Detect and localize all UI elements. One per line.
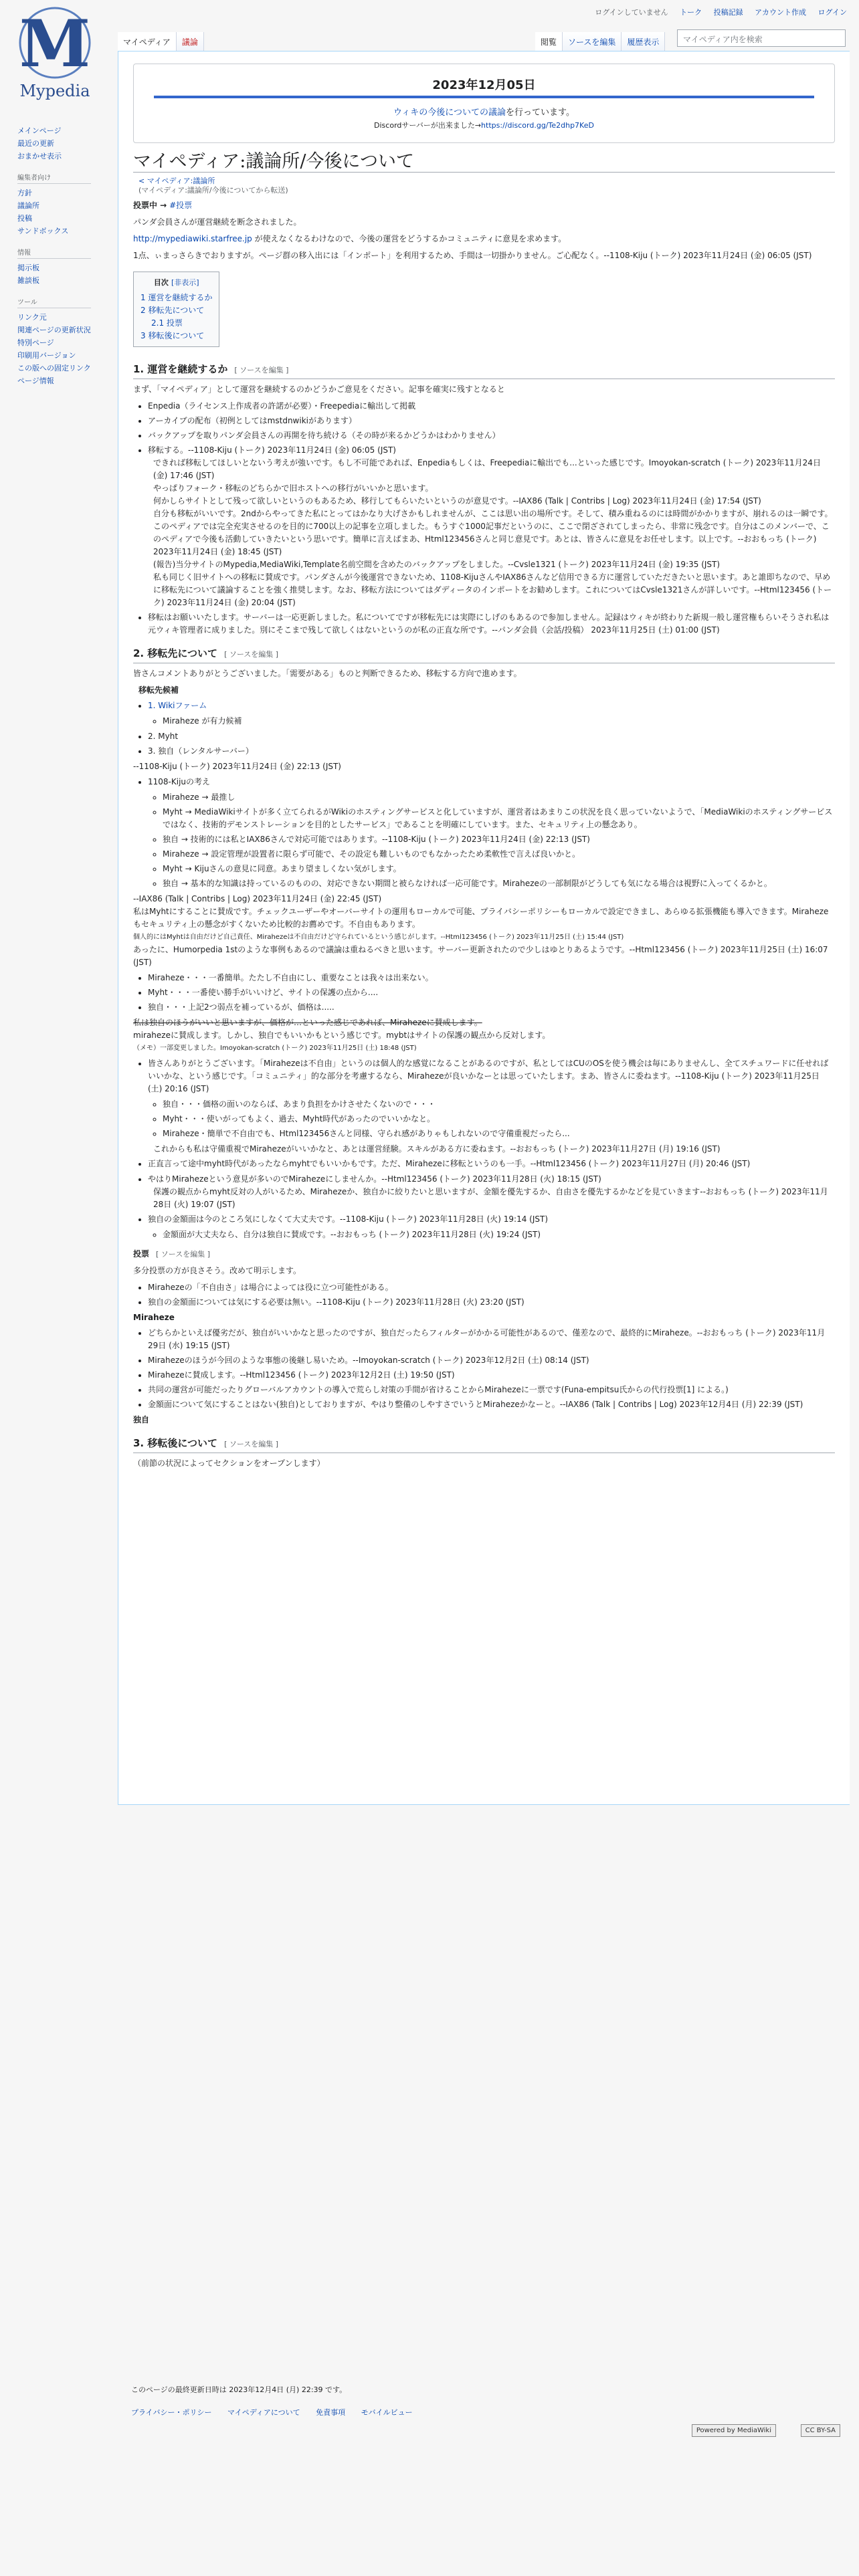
toc-item[interactable]: 1 運営を継続するか <box>140 293 213 302</box>
section-heading: 3. 移転後について <box>133 1437 218 1449</box>
tab-page[interactable]: マイペディア <box>118 32 177 51</box>
tab-history[interactable]: 履歴表示 <box>622 32 665 51</box>
logo-letter: M <box>19 6 91 82</box>
list-item: やはりMirahezeという意見が多いのでMirahezeにしませんか。--Html123456 (トーク) 2023年11月28日 (火) 18:15 (JST) <box>148 1174 601 1184</box>
list-item: 移転する。--1108-Kiju (トーク) 2023年11月24日 (金) 06:05 (JST) <box>148 445 396 455</box>
page-title: マイペディア:議論所/今後について <box>133 155 835 173</box>
section-heading: 2. 移転先について <box>133 647 218 659</box>
reply: あったに、Humorpedia 1stのような事例もあるので議論は重ねるべきと思います。サーバー更新されたので少しはゆとりあるようです。--Html123456 (トーク) 2023年11月25日 (土) 16:07 (JST) <box>133 945 828 967</box>
footer-mobile-link[interactable]: モバイルビュー <box>361 2408 413 2417</box>
discord-text: Discordサーバーが出来ました→ <box>374 121 482 130</box>
old-site-link[interactable]: http://mypediawiki.starfree.jp <box>133 234 252 243</box>
sidebar-item-sandbox[interactable]: サンドボックス <box>17 227 69 235</box>
content <box>118 51 850 1805</box>
vote-item: • 共同の運営が可能だったりグローバルアカウントの導入で荒らし対策の手間が省けることからMirahezeに一票です(Funa-empitsu氏からの代行投票[1] による。) <box>148 1384 835 1396</box>
sidebar-nav <box>17 125 111 161</box>
sidebar-item-policy[interactable]: 方針 <box>17 189 32 197</box>
list-item: ◦ 独自 → 技術的には私とIAX86さんで対応可能ではあります。--1108-Kiju (トーク) 2023年11月24日 (金) 22:13 (JST) <box>163 833 835 846</box>
list-item: • Mirahezeの「不自由さ」は場合によっては役に立つ可能性がある。 <box>148 1281 835 1294</box>
sidebar-item-print[interactable]: 印刷用バージョン <box>17 351 76 360</box>
section-heading: 1. 運営を継続するか <box>133 363 228 375</box>
footer <box>131 2384 840 2434</box>
sidebar-item-pageinfo[interactable]: ページ情報 <box>17 377 54 385</box>
list-item: 独自の金額面は今のところ気にしなくて大丈夫です。--1108-Kiju (トーク) 2023年11月28日 (火) 19:14 (JST) <box>148 1214 549 1224</box>
sidebar-item-main[interactable]: メインページ <box>17 126 62 135</box>
vote-option-heading: 独自 <box>133 1415 150 1424</box>
not-logged-in: ログインしていません <box>595 8 668 17</box>
list-item: • バックアップを取りパンダ会員さんの再開を待ち続ける（その時が来るかどうかはわかりません） <box>148 429 835 442</box>
toc-toggle[interactable]: [非表示] <box>171 278 199 287</box>
sidebar-item-whatlinks[interactable]: リンク元 <box>17 313 47 322</box>
view-tabs <box>535 32 665 51</box>
notice-text: を行っています。 <box>506 108 575 118</box>
kiju-heading: 1108-Kijuの考え <box>148 777 211 786</box>
candidate-item[interactable]: 1. Wikiファーム <box>148 701 207 710</box>
s2-intro: 皆さんコメントありがとうございました。「需要がある」ものと判断できるため、移転する方向で進めます。 <box>133 669 522 678</box>
list-item: • Enpedia（ライセンス上作成者の許諾が必要）・Freepediaに輸出して掲載 <box>148 400 835 413</box>
powered-by-mediawiki-badge[interactable]: Powered by MediaWiki <box>692 2424 776 2437</box>
reply: 私も同じく旧サイトへの移転に賛成です。パンダさんが今後運営できないため、1108-KijuさんやIAX86さんなど信用できる方に運営していただきたいと思います。あと誰即ちなので、早めに移転先について議論することを強く推奨します。なお、移転方法についてはダディータのインポートをお勧めします。これについてはCvsle1321さんが詳しいです。--Html123456 (トーク) 2023年11月24日 (金) 20:04 (JST) <box>153 572 832 607</box>
candidate-item: • 2. Myht <box>148 730 835 743</box>
tab-edit-source[interactable]: ソースを編集 <box>563 32 622 51</box>
list-item: • 移転はお願いいたします。サーバーは一応更新しました。私についてですが移転先には実際にしげのもあるので参加しません。記録はウィキが終わりた新規一般し運営権もらいそうされ私は元ウィキ管理者に成りました。別にそこまで残して欲しくはないというのが私の正直な所です。--パンダ会員（会話/投稿） 2023年11月25日 (土) 01:00 (JST) <box>148 611 835 637</box>
intro-3: 1点、ぃまっさらきでおりますが。ページ群の移入出には「インポート」を利用するため、手間は一切掛かりません。ご心配なく。--1108-Kiju (トーク) 2023年11月24日 (金) 06:05 (JST) <box>133 251 812 260</box>
list-item: ◦ 独自 → 基本的な知識は持っているのものの、対応できない期間と被らなければ一応可能です。Mirahezeの一部制限がどうしても気になる場合は視野に入ってくるかと。 <box>163 877 835 890</box>
vote-item: • Mirahezeに賛成します。--Html123456 (トーク) 2023年12月2日 (土) 19:50 (JST) <box>148 1369 835 1382</box>
notice-date: 2023年12月05日 <box>154 74 814 98</box>
tab-talk[interactable]: 議論 <box>177 32 204 51</box>
list-item: • 独自の金額面については気にする必要は無い。--1108-Kiju (トーク) 2023年11月28日 (火) 23:20 (JST) <box>148 1296 835 1309</box>
reply: やっぱりフォーク・移転のどちらかで旧ホストへの移行がいいかと思います。 <box>153 484 434 493</box>
list-item: 皆さんありがとうございます。「Mirahezeは不自由」というのは個人的な感覚になることがあるのですが、私としてはCUのOSを使う機会は毎にありませんし、全てスチュワードに任せればいいかな、という感じです。「コミュニティ」的な部分を考慮するなら、Mirahezeが良いかなーとは思っていたします。まあ、皆さんに委ねます。--1108-Kiju (トーク) 2023年11月25日 (土) 20:16 (JST) <box>148 1059 829 1093</box>
toc-title: 目次 <box>153 278 169 287</box>
footer-disclaimer-link[interactable]: 免責事項 <box>316 2408 346 2417</box>
vote-item: • 金額面について気にすることはない(独自)としておりますが、やはり整備のしやすさでいうとMirahezeかなーと。--IAX86 (Talk | Contribs | Log) 2023年12月4日 (月) 22:39 (JST) <box>148 1398 835 1411</box>
create-account-link[interactable]: アカウント作成 <box>755 8 807 17</box>
status-link[interactable]: #投票 <box>169 201 193 210</box>
list-item: • アーカイブの配布（初例としてはmstdnwikiがあります） <box>148 415 835 427</box>
list-item: ◦ Myht → MediaWikiサイトが多く立てられるがWikiのホスティングサービスと化していますが、運営者はあまりこの状況を良く思っていないようで、「MediaWikiのホスティングサービスではなく、技術的デモンストレーションを目的としたサービス」であることを明確にしています。また、セキュリティ上の懸念あり。 <box>163 806 835 831</box>
reply: これからも私は守備重視でMirahezeがいいかなと、あとは運営経験。スキルがある方に委ねます。--おおもっち (トーク) 2023年11月27日 (月) 19:16 (JST) <box>153 1144 721 1154</box>
site-logo[interactable] <box>8 3 115 103</box>
sidebar-item-special[interactable]: 特別ページ <box>17 338 54 347</box>
edit-section-link[interactable]: [ ソースを編集 ] <box>234 366 289 374</box>
edit-section-link[interactable]: [ ソースを編集 ] <box>224 650 279 659</box>
list-item: • 独自・・・上記2つ弱点を補っているが、価格は..... <box>148 1001 835 1014</box>
reply: (報告)当分サイトのMypedia,MediaWiki,Template名前空間を含めたのバックアップをしました。--Cvsle1321 (トーク) 2023年11月24日 (金) 19:35 (JST) <box>153 560 721 569</box>
intro-2: が使えなくなるわけなので、今後の運営をどうするかコミュニティに意見を求めます。 <box>252 234 567 243</box>
table-of-contents <box>133 272 219 347</box>
sidebar-heading: 編集者向け <box>17 172 91 184</box>
personal-contribs-link[interactable]: 投稿記録 <box>713 8 743 17</box>
reply: 私はMyhtにすることに賛成です。チェックユーザーやオーバーサイトの運用もローカルで可能、プライバシーポリシーもローカルで設定できまし、あらゆる拡張機能も導入できます。Mirahezeもセキュリティ上の懸念がすくないため比較的お薦めです。不自由もあります。 <box>133 907 829 929</box>
reply: 自分も移転がいいです。2ndからやってきた私にとってはかなり大げさかもしれませんが、ここは思い出の場所です。そして、積み重ねるのには時間がかかりますが、崩れるのは一瞬です。このペディアでは完全充実させるのを目的に700以上の記事を立項しました。もうすぐ1000記事だというのに、ここで閉ざされてしまったら、非常に残念です。自分はこのメンバーで、このペディアで今後も活動していきたいという思いです。簡単に言えばまあ、Html123456さんと同じ意見です。あとは、皆さんに意見をお任せします。以上です。--おおもっち (トーク) 2023年11月24日 (金) 18:45 (JST) <box>153 509 833 556</box>
reply: 何かしらサイトとして残って欲しいというのもあるため、移行してもらいたいというのが意見です。--IAX86 (Talk | Contribs | Log) 2023年11月24日 (金) 17:54 (JST) <box>153 496 761 506</box>
list-item: ◦ Myht → Kijuさんの意見に同意。あまり望ましくない気がします。 <box>163 863 835 875</box>
list-item: ◦ Miraheze → 最推し <box>163 791 835 804</box>
sidebar-heading: 情報 <box>17 247 91 259</box>
breadcrumb[interactable]: < マイペディア:議論所 <box>138 177 215 185</box>
tab-read[interactable]: 閲覧 <box>535 32 563 51</box>
sidebar-item-chat[interactable]: 雑談板 <box>17 276 39 285</box>
status-label: 投票中 → <box>133 201 167 210</box>
discord-link[interactable]: https://discord.gg/Te2dhp7KeD <box>481 121 594 130</box>
list-item: ◦ Myht・・・使いがってもよく、過去、Myht時代があったのでいいかなと。 <box>163 1113 835 1125</box>
sidebar-item-random[interactable]: おまかせ表示 <box>17 152 62 160</box>
login-link[interactable]: ログイン <box>818 8 847 17</box>
s1-intro: まず、「マイペディア」として運営を継続するのかどうかご意見をください。記事を確実に残すとなると <box>133 385 505 394</box>
logo-text: Mypedia <box>19 82 90 100</box>
edit-section-link[interactable]: [ ソースを編集 ] <box>156 1250 211 1259</box>
vote-intro: 多分投票の方が良さそう。改めて明示します。 <box>133 1266 302 1275</box>
reply: できれば移転してほしいとないう考えが強いです。もし不可能であれば、Enpediaもしくは、Freepediaに輸出でも...といった感じです。Imoyokan-scratch (トーク) 2023年11月24日 (金) 17:46 (JST) <box>153 458 821 480</box>
list-item: • 正直言って途中myht時代があったならmyhtでもいいかもです。ただ、Mirahezeに移転というのも一手。--Html123456 (トーク) 2023年11月27日 (月) 20:46 (JST) <box>148 1158 835 1170</box>
candidate-sub: ◦ Miraheze が有力候補 <box>163 715 835 728</box>
personal-tools <box>585 7 847 17</box>
sidebar-editors <box>17 172 111 236</box>
list-item: ◦ Miraheze → 設定管理が設置者に限らず可能で、その設定も難しいものでもなかったため柔軟性で言えば良いかと。 <box>163 848 835 861</box>
namespace-tabs <box>118 32 204 51</box>
sidebar-item-board[interactable]: 掲示板 <box>17 263 39 272</box>
search-input[interactable]: マイペディア内を検索 <box>677 29 846 47</box>
section-heading: 投票 <box>133 1249 150 1259</box>
list-item: ◦ Miraheze・簡単で不自由でも、Html123456さんと同様、守られ感がありゃもしれないので守備重視だったら... <box>163 1128 835 1140</box>
sidebar-heading: ツール <box>17 296 91 308</box>
vote-item: • Mirahezeのほうが今回のような事態の後継し易いため。--Imoyokan-scratch (トーク) 2023年12月2日 (土) 08:14 (JST) <box>148 1354 835 1367</box>
personal-talk-link[interactable]: トーク <box>680 8 702 17</box>
reply: （メモ）一部変更しました。Imoyokan-scratch (トーク) 2023年11月25日 (土) 18:48 (JST) <box>133 1045 417 1052</box>
last-modified: このページの最終更新日時は 2023年12月4日 (月) 22:39 です。 <box>131 2385 347 2394</box>
candidate-item: • 3. 独自（レンタルサーバー） <box>148 745 835 758</box>
edit-section-link[interactable]: [ ソースを編集 ] <box>224 1440 279 1448</box>
site-notice <box>133 64 835 143</box>
redirect-note: (マイペディア:議論所/今後についてから転送) <box>138 186 288 195</box>
list-item: • Miraheze・・・一番簡単。たたし不自由にし、重要なことは我々は出来ない。 <box>148 972 835 984</box>
sidebar-item-permalink[interactable]: この版への固定リンク <box>17 364 91 372</box>
sidebar-item-discussion[interactable]: 議論所 <box>17 201 39 210</box>
sidebar-tools <box>17 296 111 386</box>
sidebar-item-recent[interactable]: 最近の更新 <box>17 139 54 148</box>
sidebar-item-post[interactable]: 投稿 <box>17 214 32 223</box>
sidebar <box>17 123 111 397</box>
reply: 個人的にはMyhtは自由だけど自己責任、Mirahezeは不自由だけど守られているという感じがします。--Html123456 (トーク) 2023年11月25日 (土) 15:44 (JST) <box>133 934 624 941</box>
vote-item: • どちらかといえば優劣だが、独自がいいかなと思ったのですが、独自だったらフィルターがかかる可能性があるので、僅差なので、最終的にMiraheze。--おおもっち (トーク) 2023年11月29日 (水) 19:15 (JST) <box>148 1327 835 1352</box>
toc-item[interactable]: 2.1 投票 <box>151 318 183 328</box>
toc-item[interactable]: 2 移転先について <box>140 306 205 315</box>
cc-license-badge[interactable]: CC BY-SA <box>801 2424 840 2437</box>
notice-link[interactable]: ウィキの今後についての議論 <box>393 108 506 118</box>
list-item: ◦ 金額面が大丈夫なら、自分は独自に賛成です。--おおもっち (トーク) 2023年11月28日 (火) 19:24 (JST) <box>163 1228 835 1241</box>
reply: mirahezeに賛成します。しかし、独自でもいいかもという感じです。mybtはサイトの保護の観点から反対します。 <box>133 1031 551 1040</box>
struck-comment: 私は独自のほうがいいと思いますが、価格が…といった感じであれば、Mirahezeに賛成します。 <box>133 1018 482 1027</box>
reply: --IAX86 (Talk | Contribs | Log) 2023年11月24日 (金) 22:45 (JST) <box>133 894 382 903</box>
footer-about-link[interactable]: マイペディアについて <box>227 2408 300 2417</box>
sidebar-info <box>17 247 111 286</box>
toc-item[interactable]: 3 移転後について <box>140 331 205 340</box>
list-item: ◦ 独自・・・価格の面いのならば、あまり負担をかけさせたくないので・・・ <box>163 1098 835 1111</box>
footer-privacy-link[interactable]: プライバシー・ポリシー <box>131 2408 212 2417</box>
vote-option-heading: Miraheze <box>133 1313 175 1322</box>
intro-1: パンダ会員さんが運営継続を断念されました。 <box>133 217 302 227</box>
list-item: • Myht・・・一番使い勝手がいいけど、サイトの保護の点から.... <box>148 986 835 999</box>
reply: 保護の観点からmyht反対の人がいるため、Mirahezeか、独自かに絞りたいと思いますが、金額を優先するか、自由さを優先するかなどを見ていきます--おおもっち (トーク) 2023年11月28日 (火) 19:07 (JST) <box>153 1187 828 1209</box>
sidebar-item-related[interactable]: 関連ページの更新状況 <box>17 326 91 334</box>
s3-text: （前節の状況によってセクションをオープンします） <box>133 1459 325 1468</box>
signature: --1108-Kiju (トーク) 2023年11月24日 (金) 22:13 (JST) <box>133 762 341 771</box>
candidates-heading: 移転先候補 <box>138 685 179 695</box>
